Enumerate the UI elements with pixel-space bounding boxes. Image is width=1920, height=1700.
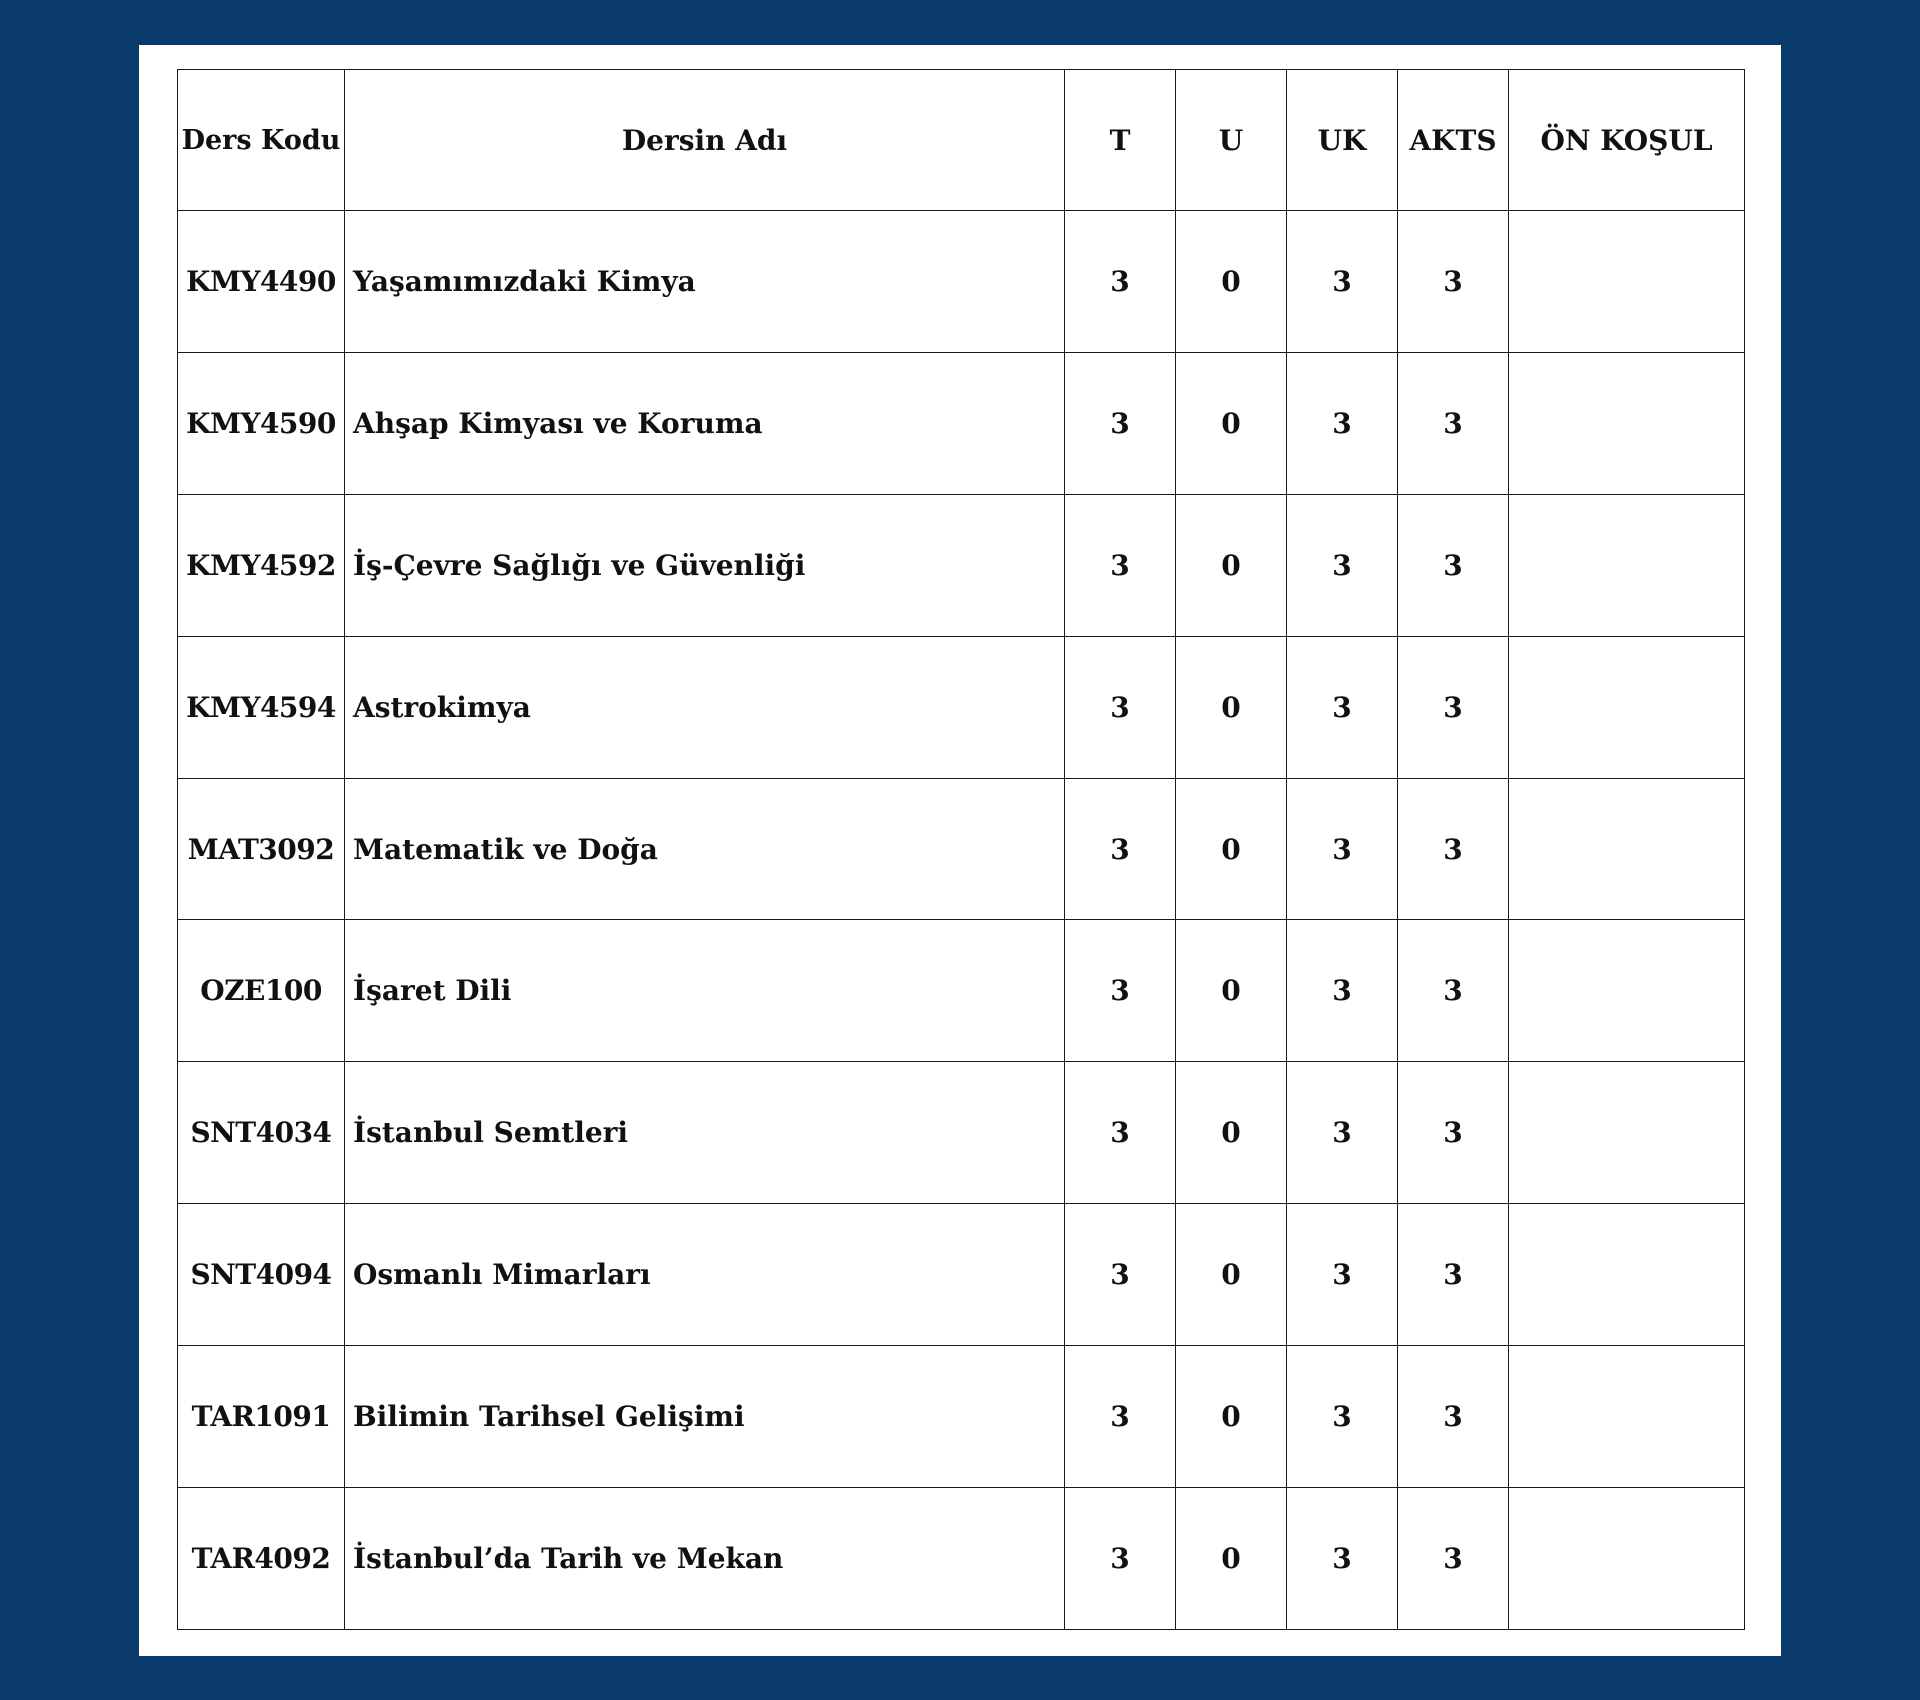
course-u: 0 xyxy=(1176,211,1287,353)
course-t: 3 xyxy=(1065,1346,1176,1488)
course-t: 3 xyxy=(1065,1204,1176,1346)
header-u: U xyxy=(1176,70,1287,211)
course-code: KMY4590 xyxy=(178,352,345,494)
course-u: 0 xyxy=(1176,1346,1287,1488)
course-prereq xyxy=(1509,1346,1745,1488)
course-u: 0 xyxy=(1176,494,1287,636)
course-prereq xyxy=(1509,1488,1745,1630)
header-on-kosul: ÖN KOŞUL xyxy=(1509,70,1745,211)
table-row xyxy=(178,636,1745,778)
header-dersin-adi: Dersin Adı xyxy=(345,70,1065,211)
course-u: 0 xyxy=(1176,920,1287,1062)
course-name: İstanbul Semtleri xyxy=(345,1062,1065,1204)
course-akts: 3 xyxy=(1398,211,1509,353)
course-akts: 3 xyxy=(1398,1204,1509,1346)
course-name: İş-Çevre Sağlığı ve Güvenliği xyxy=(345,494,1065,636)
course-code: TAR4092 xyxy=(178,1488,345,1630)
course-uk: 3 xyxy=(1287,1346,1398,1488)
course-u: 0 xyxy=(1176,352,1287,494)
course-akts: 3 xyxy=(1398,1488,1509,1630)
table-row xyxy=(178,1062,1745,1204)
table-row xyxy=(178,1346,1745,1488)
header-t: T xyxy=(1065,70,1176,211)
course-table xyxy=(177,69,1745,1630)
course-name: Yaşamımızdaki Kimya xyxy=(345,211,1065,353)
course-u: 0 xyxy=(1176,636,1287,778)
course-t: 3 xyxy=(1065,352,1176,494)
course-t: 3 xyxy=(1065,494,1176,636)
table-row xyxy=(178,211,1745,353)
course-uk: 3 xyxy=(1287,352,1398,494)
course-uk: 3 xyxy=(1287,1204,1398,1346)
course-uk: 3 xyxy=(1287,778,1398,920)
course-akts: 3 xyxy=(1398,352,1509,494)
course-t: 3 xyxy=(1065,636,1176,778)
course-prereq xyxy=(1509,778,1745,920)
table-row xyxy=(178,494,1745,636)
course-uk: 3 xyxy=(1287,1062,1398,1204)
course-name: İstanbul’da Tarih ve Mekan xyxy=(345,1488,1065,1630)
course-code: KMY4594 xyxy=(178,636,345,778)
course-name: Bilimin Tarihsel Gelişimi xyxy=(345,1346,1065,1488)
course-code: TAR1091 xyxy=(178,1346,345,1488)
course-code: MAT3092 xyxy=(178,778,345,920)
course-prereq xyxy=(1509,211,1745,353)
course-uk: 3 xyxy=(1287,920,1398,1062)
course-code: SNT4034 xyxy=(178,1062,345,1204)
course-uk: 3 xyxy=(1287,211,1398,353)
course-t: 3 xyxy=(1065,920,1176,1062)
course-name: İşaret Dili xyxy=(345,920,1065,1062)
header-ders-kodu: Ders Kodu xyxy=(178,70,345,211)
course-prereq xyxy=(1509,1062,1745,1204)
course-t: 3 xyxy=(1065,1488,1176,1630)
course-name: Matematik ve Doğa xyxy=(345,778,1065,920)
course-code: SNT4094 xyxy=(178,1204,345,1346)
table-header-row xyxy=(178,70,1745,211)
course-prereq xyxy=(1509,636,1745,778)
course-code: KMY4490 xyxy=(178,211,345,353)
document-sheet xyxy=(139,45,1781,1656)
course-prereq xyxy=(1509,494,1745,636)
course-name: Astrokimya xyxy=(345,636,1065,778)
course-u: 0 xyxy=(1176,1204,1287,1346)
header-uk: UK xyxy=(1287,70,1398,211)
course-t: 3 xyxy=(1065,211,1176,353)
table-row xyxy=(178,920,1745,1062)
table-row xyxy=(178,1204,1745,1346)
header-akts: AKTS xyxy=(1398,70,1509,211)
course-akts: 3 xyxy=(1398,636,1509,778)
course-prereq xyxy=(1509,352,1745,494)
course-akts: 3 xyxy=(1398,778,1509,920)
course-prereq xyxy=(1509,1204,1745,1346)
course-code: OZE100 xyxy=(178,920,345,1062)
course-akts: 3 xyxy=(1398,494,1509,636)
table-row xyxy=(178,352,1745,494)
table-row xyxy=(178,778,1745,920)
course-akts: 3 xyxy=(1398,1062,1509,1204)
course-name: Osmanlı Mimarları xyxy=(345,1204,1065,1346)
course-u: 0 xyxy=(1176,1488,1287,1630)
course-prereq xyxy=(1509,920,1745,1062)
course-t: 3 xyxy=(1065,1062,1176,1204)
table-row xyxy=(178,1488,1745,1630)
course-uk: 3 xyxy=(1287,494,1398,636)
course-t: 3 xyxy=(1065,778,1176,920)
course-u: 0 xyxy=(1176,778,1287,920)
course-uk: 3 xyxy=(1287,636,1398,778)
course-name: Ahşap Kimyası ve Koruma xyxy=(345,352,1065,494)
course-uk: 3 xyxy=(1287,1488,1398,1630)
course-code: KMY4592 xyxy=(178,494,345,636)
course-u: 0 xyxy=(1176,1062,1287,1204)
course-akts: 3 xyxy=(1398,1346,1509,1488)
course-akts: 3 xyxy=(1398,920,1509,1062)
